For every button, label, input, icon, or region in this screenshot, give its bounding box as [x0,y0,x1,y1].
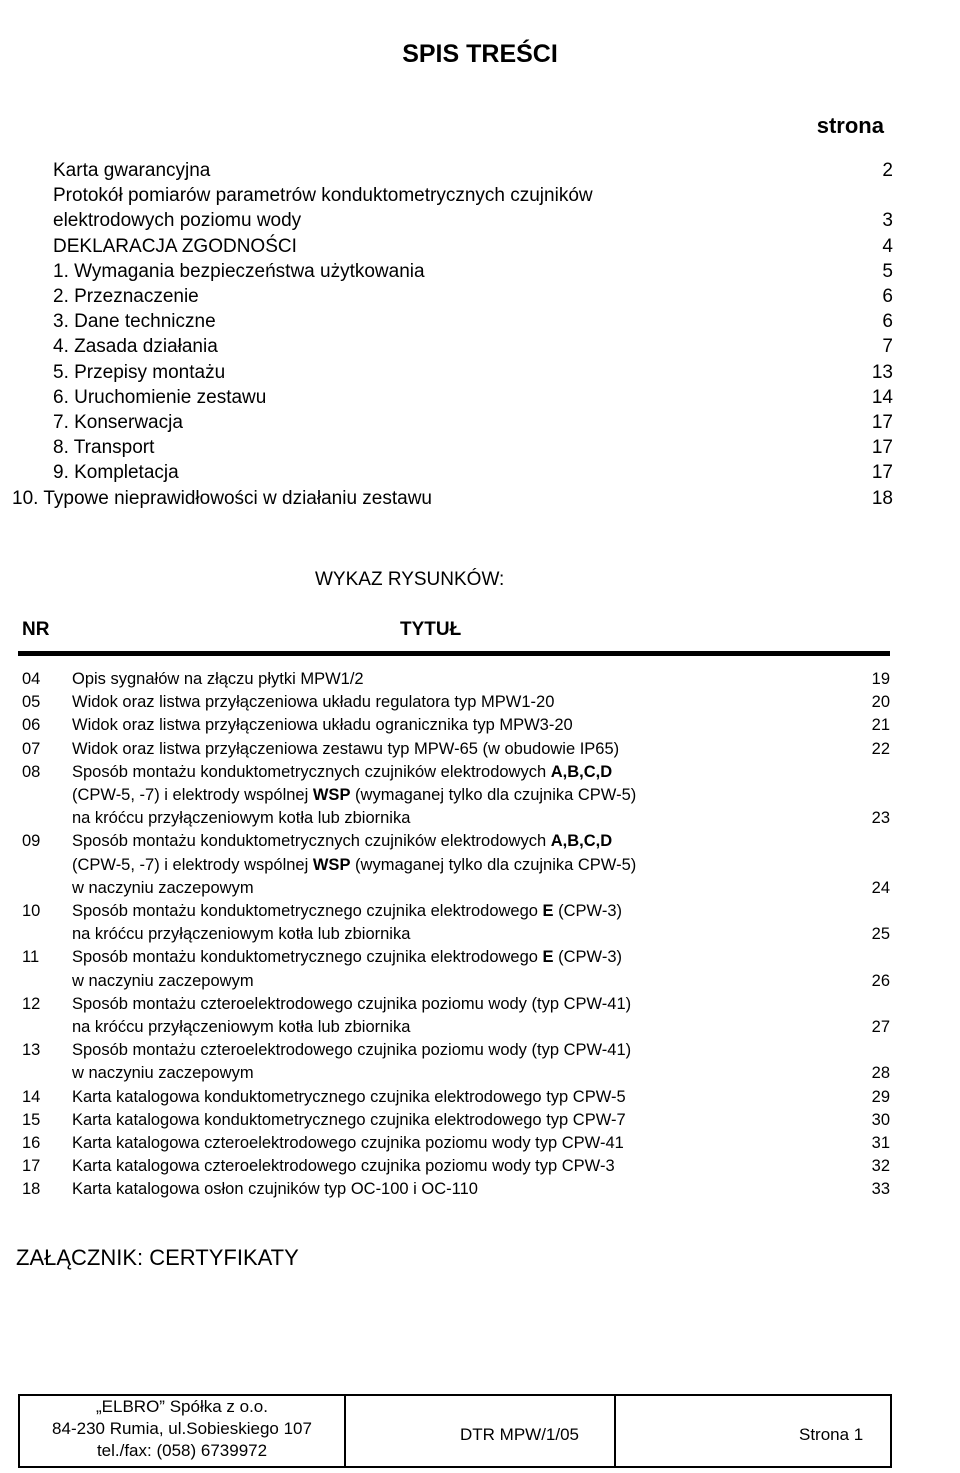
figure-line [0,925,960,948]
figure-number: 18 [22,1180,41,1199]
figures-col-nr: NR [22,619,50,640]
figure-title: (CPW-5, -7) i elektrody wspólnej WSP (wymaganej tylko dla czujnika CPW-5) [72,855,637,874]
figure-line [0,1041,960,1064]
figure-line [0,1018,960,1041]
figure-title: Sposób montażu konduktometrycznych czujników elektrodowych A,B,C,D [72,762,613,781]
toc-item-page: 13 [871,361,893,383]
figure-number: 16 [22,1134,41,1152]
toc-item-page: 5 [882,260,893,282]
figure-number: 07 [22,739,41,758]
figure-number: 13 [22,1041,41,1060]
figure-number: 11 [22,948,40,967]
figure-line [0,1111,960,1134]
footer-table [18,1394,892,1468]
footer-company-phone: tel./fax: (058) 6739972 [96,1441,268,1460]
toc-item-title: DEKLARACJA ZGODNOŚCI [53,235,297,257]
figure-page: 28 [871,1064,890,1083]
figure-page: 24 [871,878,890,897]
figure-line [0,1180,960,1203]
toc-item-title: 4. Zasada działania [53,336,218,358]
toc-item-title: 6. Uruchomienie zestawu [53,386,267,408]
figure-number: 09 [22,832,41,851]
toc-item-page: 3 [882,210,893,232]
heading-rule [18,651,890,656]
figure-line [0,856,960,879]
figure-line [0,995,960,1018]
figure-number: 08 [22,762,41,781]
figures-heading: WYKAZ RYSUNKÓW: [315,569,505,590]
footer-company-address: 84-230 Rumia, ul.Sobieskiego 107 [52,1419,312,1438]
toc-item [0,362,960,387]
figure-title: na króćcu przyłączeniowym kotła lub zbiornika [72,925,411,944]
footer-doc-cell [344,1396,616,1466]
toc-item-title: 7. Konserwacja [53,412,183,433]
footer-company-cell [20,1396,346,1466]
figure-page: 20 [871,693,890,712]
figure-page: 26 [871,971,890,990]
toc-item [0,488,960,513]
figure-page: 25 [871,925,890,944]
footer-page-label: Strona 1 [799,1425,864,1444]
figure-line [0,670,960,693]
figure-line [0,740,960,763]
toc-item-page: 17 [871,437,893,459]
figure-title: w naczyniu zaczepowym [72,971,254,990]
figure-title: Sposób montażu konduktometrycznych czujników elektrodowych A,B,C,D [72,832,613,851]
toc-item-title: 2. Przeznaczenie [53,286,199,307]
figure-title: Widok oraz listwa przyłączeniowa układu regulatora typ MPW1-20 [72,693,555,712]
toc-item-title: 8. Transport [53,437,155,459]
figure-page: 23 [871,809,890,828]
figure-title: Widok oraz listwa przyłączeniowa zestawu typ MPW-65 (w obudowie IP65) [72,739,620,758]
figure-line [0,1064,960,1087]
toc-item [0,236,960,261]
figure-line [0,763,960,786]
figure-line [0,1134,960,1157]
figure-line [0,716,960,739]
figure-page: 27 [871,1018,890,1036]
figure-number: 04 [22,670,41,688]
toc-item-page: 4 [882,235,893,257]
toc-item-title: Karta gwarancyjna [53,160,211,181]
figure-title: Karta katalogowa konduktometrycznego czujnika elektrodowego typ CPW-5 [72,1087,626,1106]
toc-item [0,412,960,437]
figure-number: 15 [22,1110,41,1129]
toc-item-title: 5. Przepisy montażu [53,361,226,383]
toc-item [0,387,960,412]
figure-line [0,693,960,716]
figure-page: 22 [871,739,890,758]
page-column-header: strona [816,113,884,138]
figure-title: Sposób montażu konduktometrycznego czujnika elektrodowego E (CPW-3) [72,902,622,920]
figure-page: 19 [871,670,890,688]
toc-item-page: 17 [871,412,893,433]
toc-item [0,160,960,185]
toc-item-page: 7 [882,336,893,358]
figure-title: Karta katalogowa osłon czujników typ OC-100 i OC-110 [72,1180,478,1199]
figure-title: Karta katalogowa czteroelektrodowego czujnika poziomu wody typ CPW-41 [72,1134,624,1152]
figure-page: 30 [871,1110,890,1129]
toc-item-title: 3. Dane techniczne [53,311,216,333]
toc-item [0,286,960,311]
toc-item-title: 9. Kompletacja [53,462,179,484]
figure-number: 14 [22,1087,41,1106]
figure-line [0,809,960,832]
figure-line [0,948,960,971]
toc-item-page: 17 [871,462,893,484]
figure-title: Karta katalogowa czteroelektrodowego czujnika poziomu wody typ CPW-3 [72,1157,615,1176]
figure-line [0,972,960,995]
figure-number: 17 [22,1157,41,1176]
toc-item [0,311,960,336]
toc-item-title: Protokół pomiarów parametrów konduktometrycznych czujników [53,185,593,207]
figure-line [0,1157,960,1180]
toc-item-title: elektrodowych poziomu wody [53,210,302,232]
figure-number: 05 [22,693,41,712]
toc-item-page: 6 [882,286,893,307]
footer-page-cell [614,1396,890,1466]
figure-line [0,832,960,855]
figure-page: 29 [871,1087,890,1106]
toc-item-title: 1. Wymagania bezpieczeństwa użytkowania [53,260,425,282]
figure-title: Widok oraz listwa przyłączeniowa układu ogranicznika typ MPW3-20 [72,716,573,735]
footer-doc-id: DTR MPW/1/05 [460,1425,580,1444]
figure-page: 31 [871,1134,890,1152]
figure-page: 21 [871,716,890,735]
figure-page: 33 [871,1180,890,1199]
figure-line [0,786,960,809]
figure-title: Sposób montażu czteroelektrodowego czujnika poziomu wody (typ CPW-41) [72,994,632,1013]
figure-title: Opis sygnałów na złączu płytki MPW1/2 [72,670,364,688]
toc-item-title: 10. Typowe nieprawidłowości w działaniu zestawu [12,487,432,509]
figure-title: na króćcu przyłączeniowym kotła lub zbiornika [72,1018,411,1036]
figure-line [0,879,960,902]
footer-company-name: „ELBRO” Spółka z o.o. [96,1397,268,1416]
toc-item [0,261,960,286]
figure-line [0,1088,960,1111]
toc-item [0,437,960,462]
figures-col-title: TYTUŁ [400,619,462,640]
figure-title: Sposób montażu konduktometrycznego czujnika elektrodowego E (CPW-3) [72,948,622,967]
toc-item-page: 14 [871,386,893,408]
page-title: SPIS TREŚCI [402,40,558,68]
figure-number: 10 [22,902,41,920]
figure-title: na króćcu przyłączeniowym kotła lub zbiornika [72,809,411,828]
toc-item [0,462,960,487]
toc-item [0,210,960,235]
toc-item [0,185,960,210]
attachment-label: ZAŁĄCZNIK: CERTYFIKATY [16,1245,299,1270]
figure-title: Sposób montażu czteroelektrodowego czujnika poziomu wody (typ CPW-41) [72,1041,632,1060]
figure-title: w naczyniu zaczepowym [72,878,254,897]
figure-number: 12 [22,994,41,1013]
toc-item-page: 6 [882,311,893,333]
figure-title: w naczyniu zaczepowym [72,1064,254,1083]
figure-number: 06 [22,716,41,735]
figure-title: Karta katalogowa konduktometrycznego czujnika elektrodowego typ CPW-7 [72,1110,626,1129]
toc-item-page: 18 [871,487,893,509]
toc-item-page: 2 [882,160,893,181]
figure-line [0,902,960,925]
figure-title: (CPW-5, -7) i elektrody wspólnej WSP (wymaganej tylko dla czujnika CPW-5) [72,786,637,804]
figure-page: 32 [871,1157,890,1176]
toc-item [0,336,960,361]
